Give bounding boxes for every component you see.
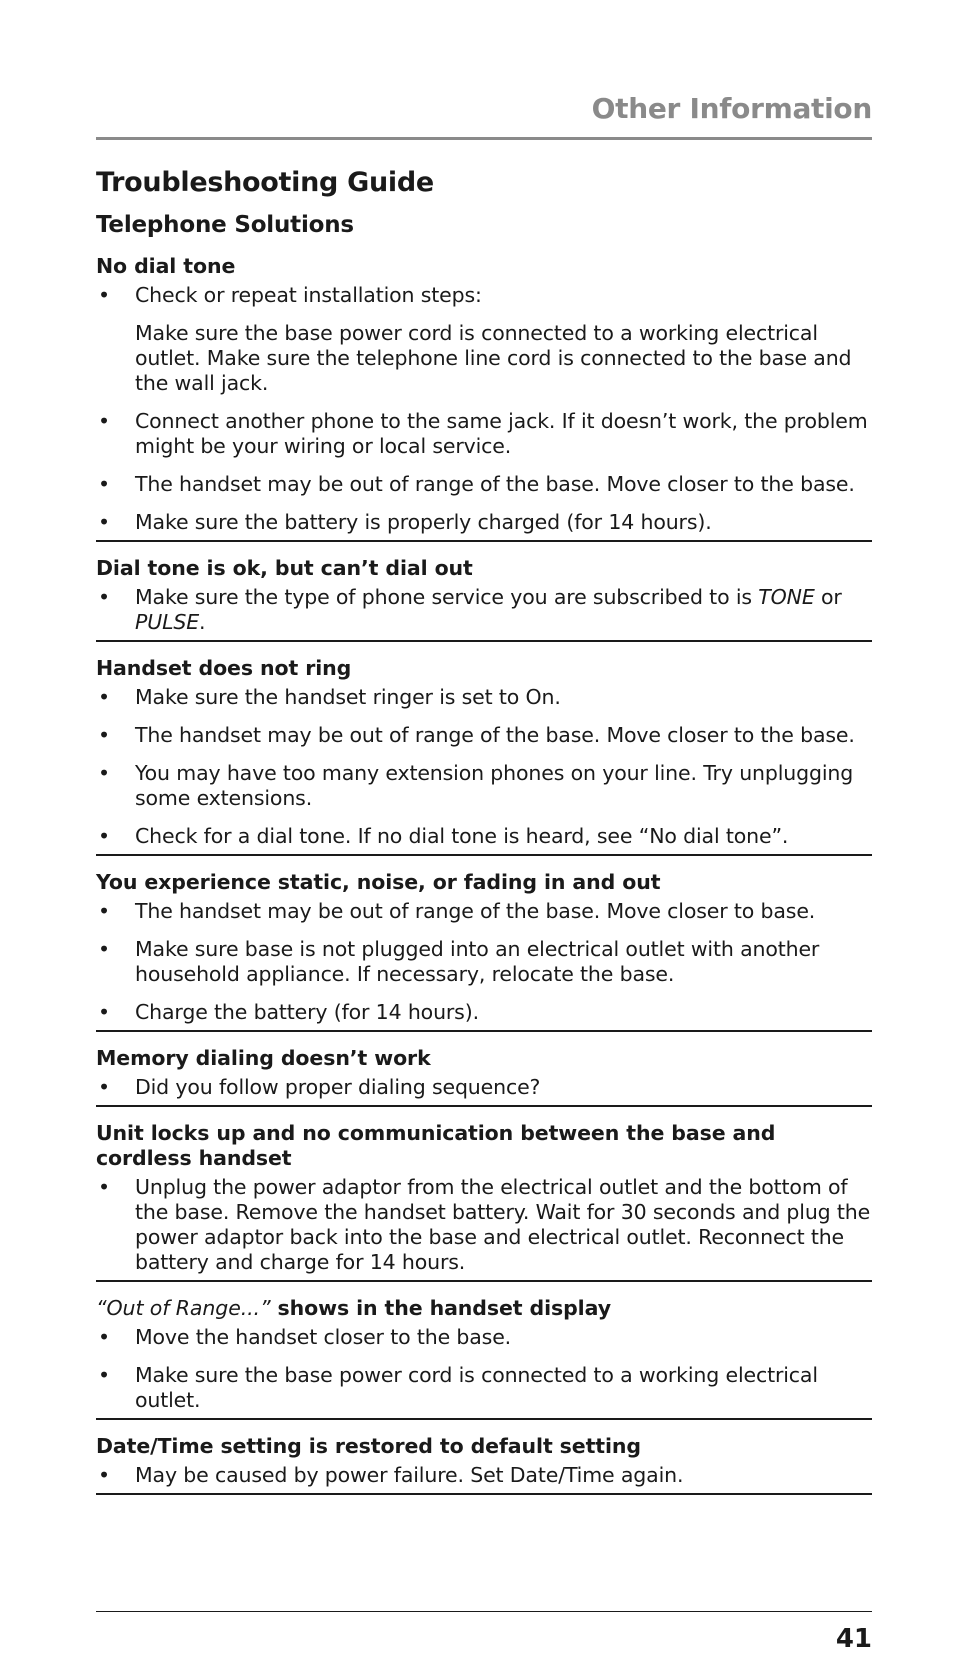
bullet-icon: • [98, 1463, 110, 1487]
bullet-icon: • [98, 937, 110, 961]
bullet-icon: • [98, 283, 110, 307]
bullet-icon: • [98, 899, 110, 923]
bullet-text: Check or repeat installation steps: [135, 283, 482, 307]
bullet-text: Make sure base is not plugged into an electrical outlet with another household appliance. If necessary, relocate the base. [135, 937, 820, 986]
section-heading: Memory dialing doesn’t work [96, 1046, 431, 1070]
page-number: 41 [835, 1624, 872, 1654]
bullet-icon: • [98, 409, 110, 433]
list-item [96, 723, 872, 748]
bullet-text-part: or [814, 585, 842, 609]
running-header: Other Information [591, 92, 872, 125]
bullet-text: You may have too many extension phones on your line. Try unplugging some extensions. [135, 761, 854, 810]
bullet-text: Check for a dial tone. If no dial tone is heard, see “No dial tone”. [135, 824, 789, 848]
pulse-term: PULSE [135, 610, 200, 634]
bullet-list [96, 1175, 872, 1275]
bullet-subtext: Make sure the base power cord is connected to a working electrical outlet. Make sure the telephone line cord is connected to the base and the wall jack. [135, 321, 852, 395]
bullet-icon: • [98, 1000, 110, 1024]
section-heading: No dial tone [96, 254, 236, 278]
list-item [96, 685, 872, 710]
bullet-icon: • [98, 723, 110, 747]
section-static-noise [96, 870, 872, 1032]
header-divider [96, 137, 872, 140]
bullet-text: The handset may be out of range of the base. Move closer to base. [135, 899, 816, 923]
bullet-text: The handset may be out of range of the base. Move closer to the base. [135, 723, 855, 747]
bullet-list [96, 1463, 872, 1488]
page-content [96, 166, 872, 1495]
bullet-list [96, 1325, 872, 1413]
bullet-icon: • [98, 472, 110, 496]
page-title: Troubleshooting Guide [96, 167, 434, 198]
section-no-dial-tone [96, 254, 872, 542]
page-subtitle: Telephone Solutions [96, 212, 354, 238]
bullet-icon: • [98, 1075, 110, 1099]
bullet-icon: • [98, 510, 110, 534]
bullet-text: Make sure the base power cord is connected to a working electrical outlet. [135, 1363, 818, 1412]
section-heading: Dial tone is ok, but can’t dial out [96, 556, 473, 580]
bullet-icon: • [98, 1175, 110, 1199]
bullet-list [96, 899, 872, 1025]
section-heading: Handset does not ring [96, 656, 352, 680]
bullet-icon: • [98, 761, 110, 785]
bullet-text: Move the handset closer to the base. [135, 1325, 512, 1349]
list-item [96, 824, 872, 849]
bullet-text: Connect another phone to the same jack. If it doesn’t work, the problem might be your wiring or local service. [135, 409, 868, 458]
footer-divider [96, 1611, 872, 1612]
bullet-icon: • [98, 685, 110, 709]
list-item [96, 1175, 872, 1275]
list-item [96, 1075, 872, 1100]
bullet-text: May be caused by power failure. Set Date/Time again. [135, 1463, 684, 1487]
heading-rest-part: shows in the handset display [270, 1296, 611, 1320]
list-item [96, 761, 872, 811]
list-item [96, 1363, 872, 1413]
section-handset-no-ring [96, 656, 872, 856]
list-item [96, 283, 872, 396]
bullet-list [96, 1075, 872, 1100]
bullet-text-part: . [199, 610, 206, 634]
bullet-icon: • [98, 824, 110, 848]
bullet-list [96, 585, 872, 635]
list-item [96, 1463, 872, 1488]
section-cant-dial-out [96, 556, 872, 642]
list-item [96, 1325, 872, 1350]
bullet-text: Unplug the power adaptor from the electrical outlet and the bottom of the base. Remove the handset battery. Wait for 30 seconds and plug the power adaptor back into the base and electrical outlet. Reconnect the battery and charge for 14 hours. [135, 1175, 871, 1274]
list-item [96, 510, 872, 535]
bullet-list [96, 685, 872, 849]
bullet-text: Make sure the battery is properly charged (for 14 hours). [135, 510, 712, 534]
list-item [96, 1000, 872, 1025]
section-heading: Date/Time setting is restored to default setting [96, 1434, 641, 1458]
section-heading: You experience static, noise, or fading in and out [96, 870, 661, 894]
list-item [96, 585, 872, 635]
section-memory-dialing [96, 1046, 872, 1107]
bullet-icon: • [98, 1363, 110, 1387]
list-item [96, 899, 872, 924]
list-item [96, 472, 872, 497]
section-heading [96, 1296, 872, 1321]
bullet-icon: • [98, 1325, 110, 1349]
bullet-text: Charge the battery (for 14 hours). [135, 1000, 479, 1024]
section-unit-locks-up [96, 1121, 872, 1282]
list-item [96, 937, 872, 987]
bullet-text-part: Make sure the type of phone service you are subscribed to is [135, 585, 759, 609]
bullet-icon: • [98, 585, 110, 609]
bullet-text: Did you follow proper dialing sequence? [135, 1075, 541, 1099]
list-item [96, 409, 872, 459]
bullet-text [135, 585, 872, 635]
section-heading: Unit locks up and no communication between the base and cordless handset [96, 1121, 776, 1170]
section-out-of-range [96, 1296, 872, 1420]
heading-italic-part: “Out of Range...” [96, 1296, 271, 1320]
bullet-text: Make sure the handset ringer is set to On. [135, 685, 561, 709]
section-date-time [96, 1434, 872, 1495]
bullet-text: The handset may be out of range of the base. Move closer to the base. [135, 472, 855, 496]
bullet-list [96, 283, 872, 535]
tone-term: TONE [758, 585, 815, 609]
